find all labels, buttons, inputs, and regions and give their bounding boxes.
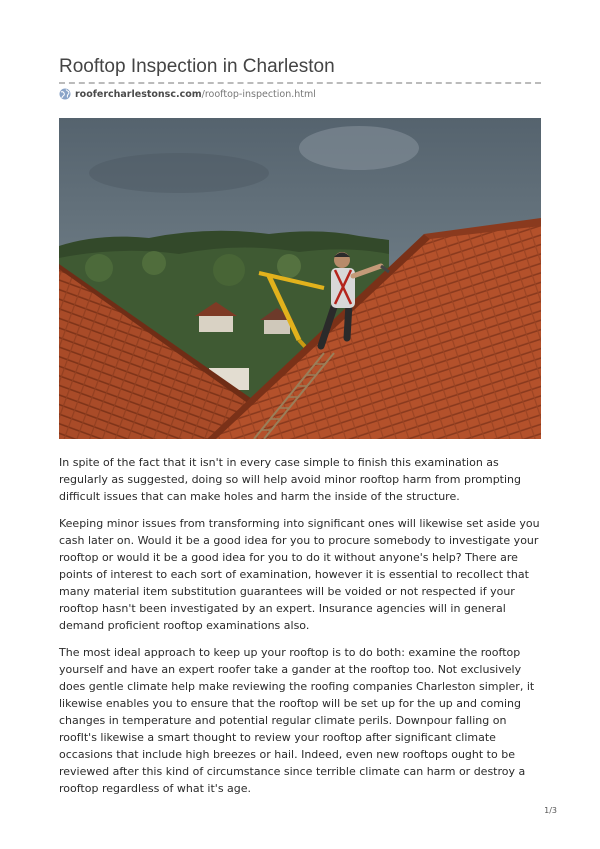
title-divider [59, 82, 541, 84]
paragraph-2: Keeping minor issues from transforming into significant ones will likewise set aside you cash later on. Would it be a good idea for you to procure somebody to investigate your rooftop or would it be a good idea for you to do it without anyone's help? There are points of interest to each sort of examination, however it is essential to recollect that many material item substitution guarantees will be voided or not respected if your rooftop hasn't been investigated by an expert. Insurance agencies will in general demand proficient rooftop examinations also. [59, 517, 540, 632]
paragraph-3: The most ideal approach to keep up your rooftop is to do both: examine the rooftop yourself and have an expert roofer take a gander at the rooftop too. Not exclusively does gentle climate help make reviewing the roofing companies Charleston simpler, it likewise enables you to ensure that the rooftop will be set up for the up and coming changes in temperature and potential regular climate perils. Downpour falling on roofIt's likewise a smart thought to review your rooftop after significant climate occasions that include high breezes or hail. Indeed, even new rooftops ought to be reviewed after this kind of circumstance since terrible climate can harm or destroy a rooftop regardless of what it's age. [59, 646, 535, 795]
article-body [59, 454, 541, 807]
page-title: Rooftop Inspection in Charleston [59, 56, 335, 77]
source-line [59, 87, 316, 101]
source-path: /rooftop-inspection.html [201, 88, 316, 100]
globe-icon [59, 88, 71, 100]
roofer-photo [59, 118, 541, 439]
page-number: 1/3 [544, 806, 557, 815]
source-domain-link[interactable]: roofercharlestonsc.com [75, 88, 202, 100]
paragraph-1: In spite of the fact that it isn't in every case simple to finish this examination as regularly as suggested, doing so will help avoid minor rooftop harm from prompting difficult issues that can make holes and harm the inside of the structure. [59, 456, 521, 503]
